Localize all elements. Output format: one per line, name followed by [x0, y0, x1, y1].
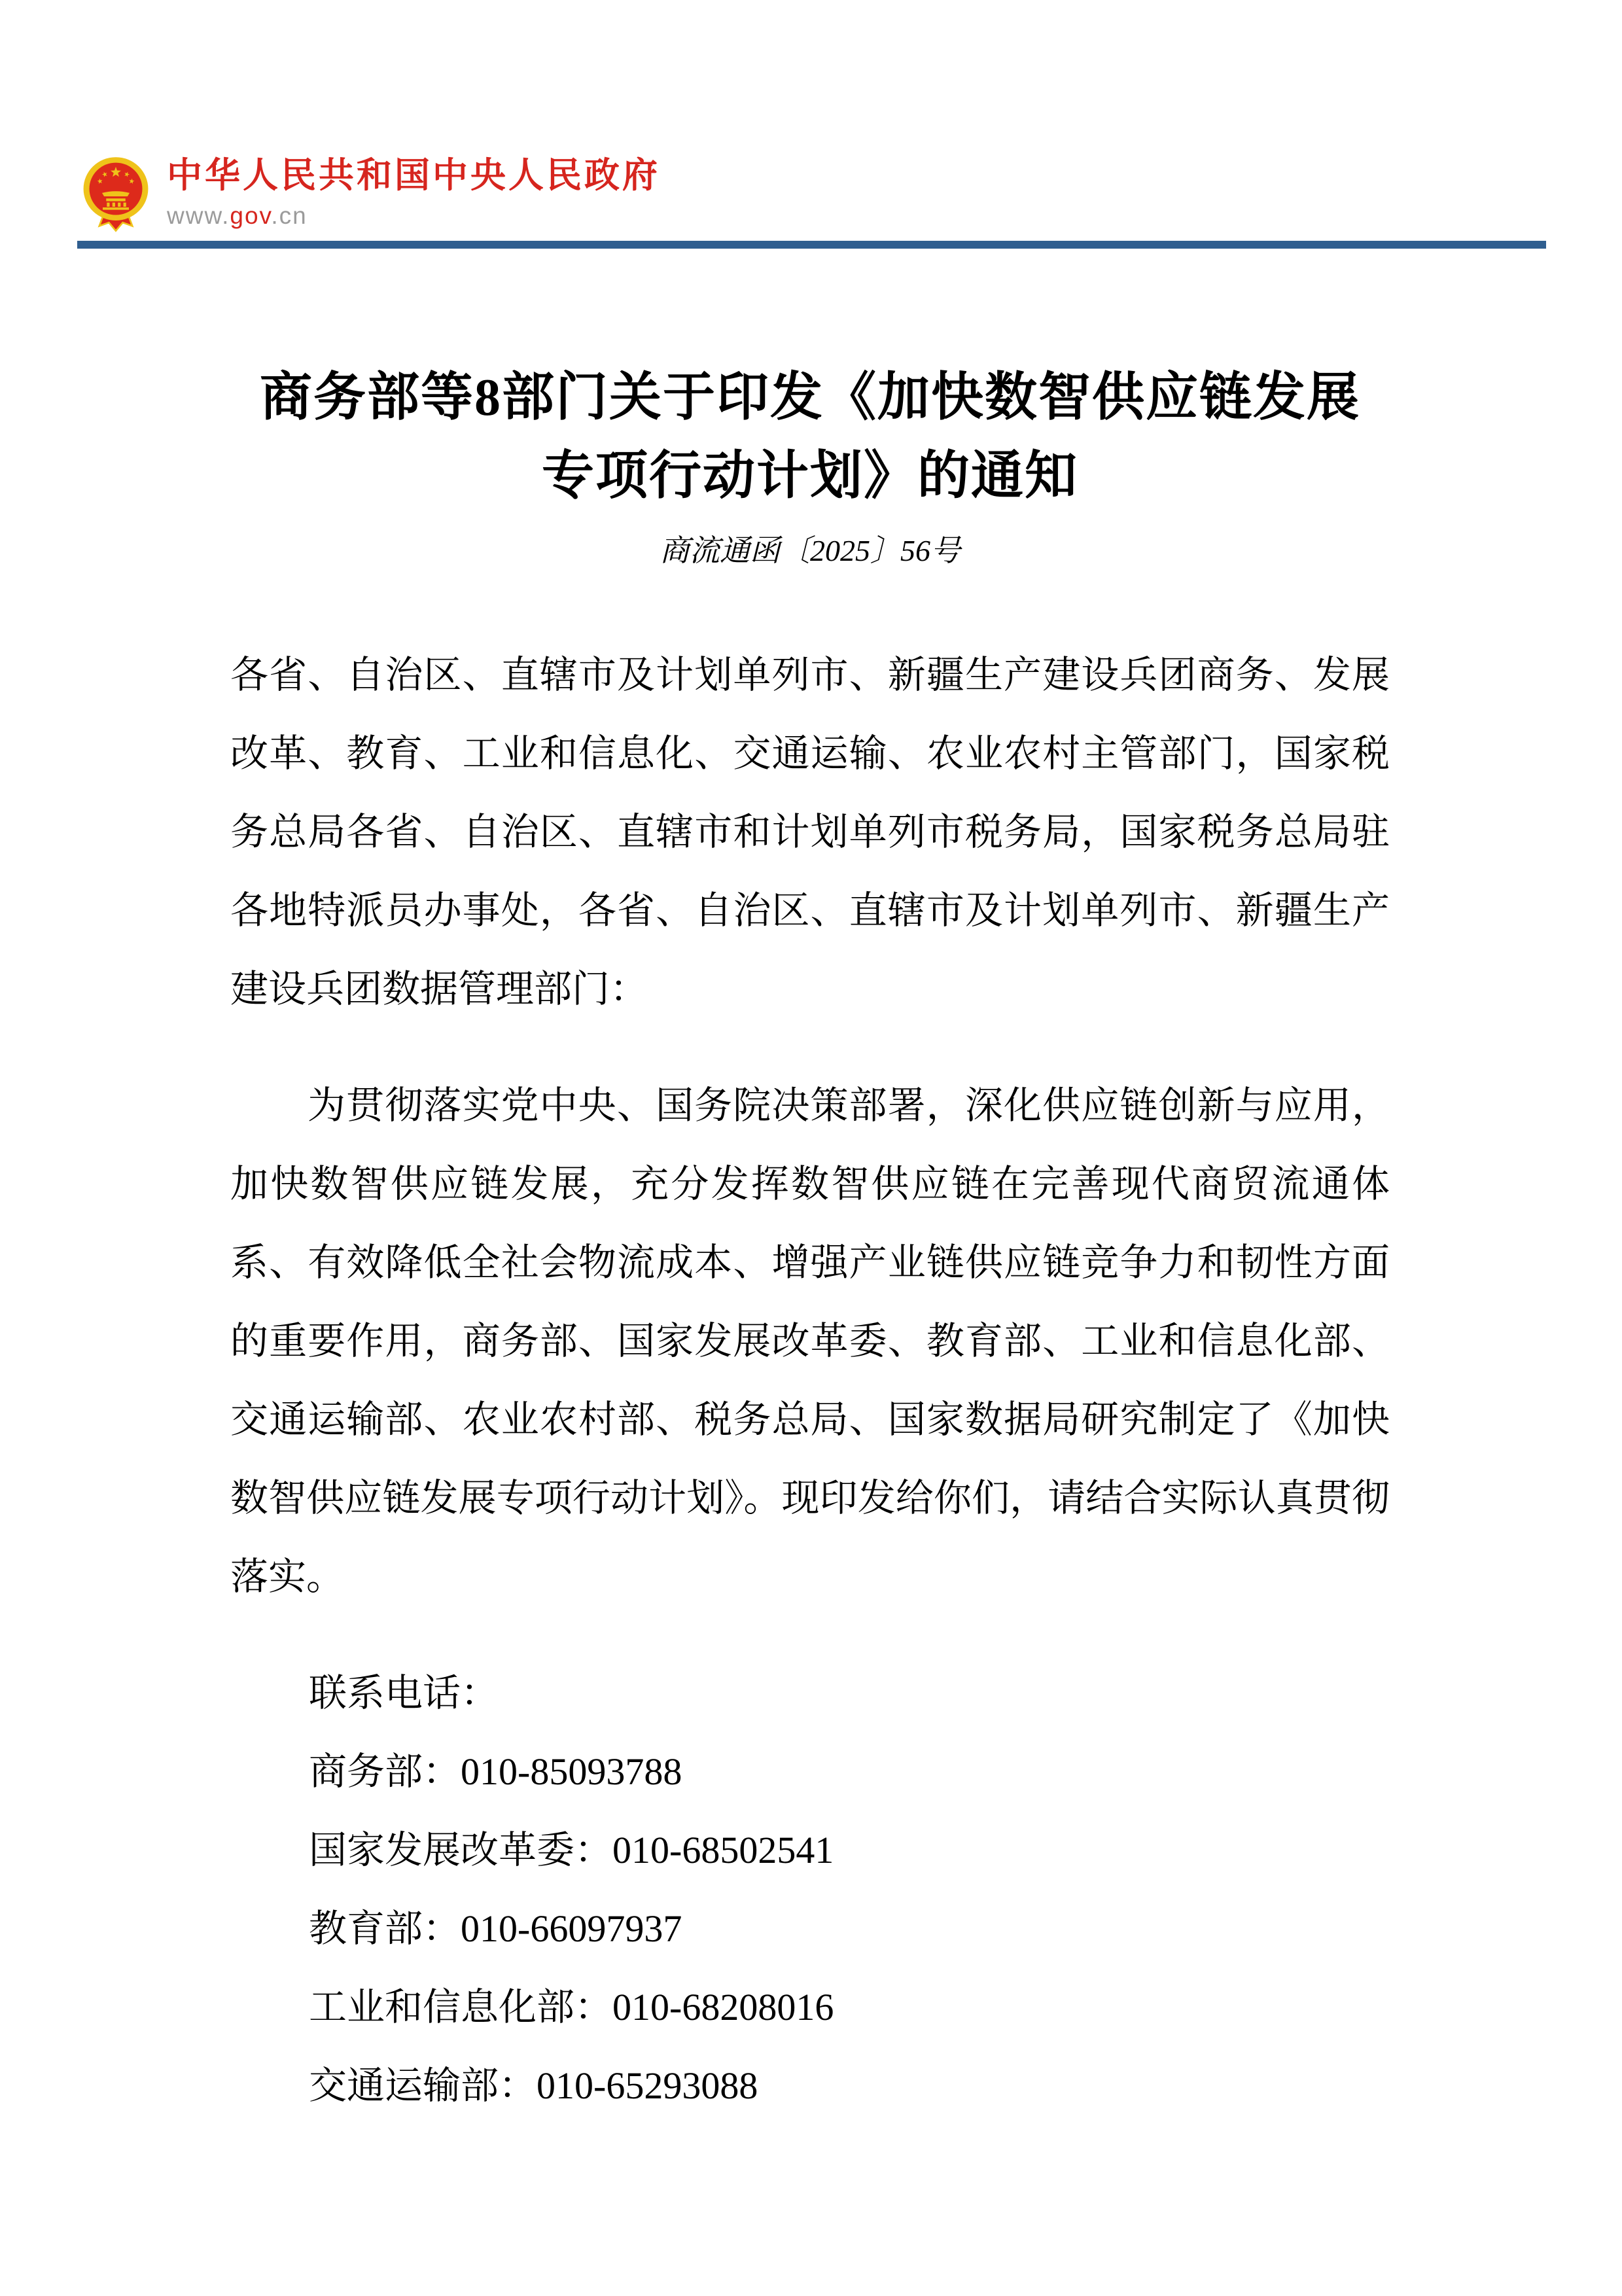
site-url-suffix: .cn [271, 202, 308, 229]
site-url[interactable] [167, 203, 660, 229]
document-title-line1: 商务部等8部门关于印发《加快数智供应链发展 [260, 369, 1360, 427]
contact-line: 交通运输部：010-65293088 [309, 2064, 758, 2107]
document-number: 商流通函〔2025〕56号 [660, 534, 961, 567]
contact-line: 联系电话： [309, 1672, 499, 1714]
contact-section [230, 1654, 1390, 2125]
contact-line: 工业和信息化部：010-68208016 [309, 1986, 834, 2028]
document-title-line2: 专项行动计划》的通知 [542, 448, 1078, 505]
contact-line: 教育部：010-66097937 [309, 1907, 682, 1950]
national-emblem-icon[interactable] [80, 154, 151, 234]
contact-line: 国家发展改革委：010-68502541 [309, 1829, 834, 1871]
site-url-gov: gov [230, 202, 272, 229]
addressee-paragraph: 各省、自治区、直辖市及计划单列市、新疆生产建设兵团商务、发展改革、教育、工业和信息化、交通运输、农业农村主管部门，国家税务总局各省、自治区、直辖市和计划单列市税务局，国家税务总局驻各地特派员办事处，各省、自治区、直辖市及计划单列市、新疆生产建设兵团数据管理部门： [230, 654, 1390, 1010]
body-paragraph: 为贯彻落实党中央、国务院决策部署，深化供应链创新与应用，加快数智供应链发展，充分发挥数智供应链在完善现代商贸流通体系、有效降低全社会物流成本、增强产业链供应链竞争力和韧性方面的重要作用，商务部、国家发展改革委、教育部、工业和信息化部、交通运输部、农业农村部、税务总局、国家数据局研究制定了《加快数智供应链发展专项行动计划》。现印发给你们，请结合实际认真贯彻落实。 [230, 1084, 1390, 1598]
document-body [230, 359, 1390, 2125]
document-title [230, 359, 1390, 516]
site-url-prefix: www. [167, 202, 230, 229]
contact-line: 商务部：010-85093788 [309, 1750, 682, 1793]
site-name[interactable]: 中华人民共和国中央人民政府 [167, 156, 660, 195]
site-ident [167, 154, 660, 229]
site-header [80, 154, 660, 234]
header-divider [77, 241, 1546, 249]
